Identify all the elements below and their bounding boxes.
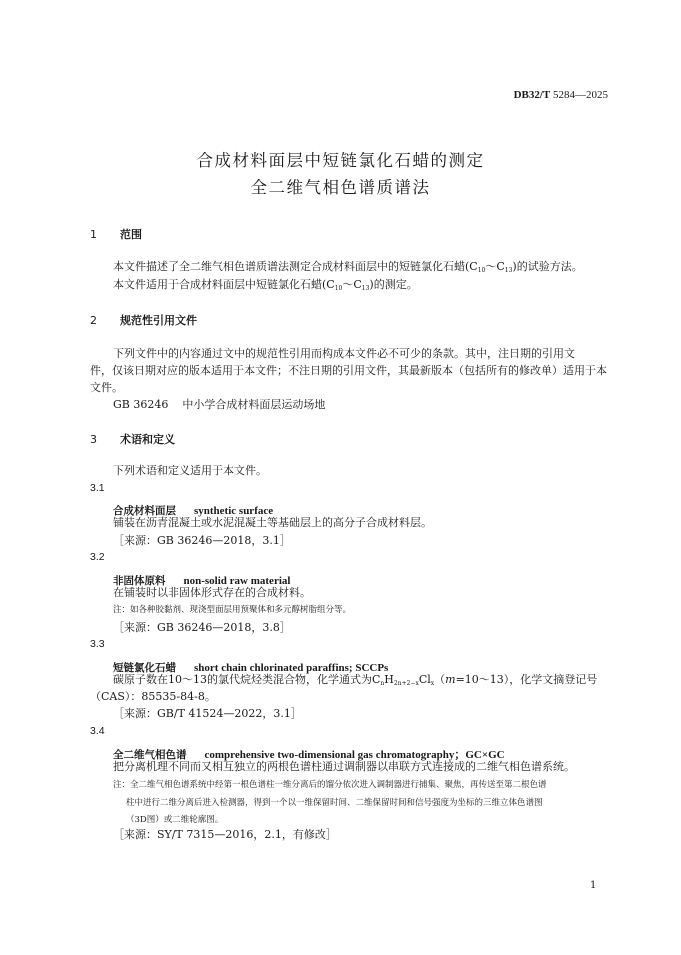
term-note-line3: （3D图）或二维轮廓图。: [126, 815, 224, 825]
term-note-line1: 注：全二维气相色谱系统中经第一根色谱柱一维分离后的馏分依次进入调制器进行捕集、聚焦，再传送至第二根色谱: [113, 780, 547, 790]
section-3-heading: [90, 431, 175, 447]
section-number: 1: [90, 228, 97, 241]
term-note: 注：如各种胶黏剂、现浇型面层用预聚体和多元醇树脂组分等。: [113, 605, 352, 615]
reference-code: GB 36246: [113, 398, 169, 411]
scope-paragraph-1: 本文件描述了全二维气相色谱质谱法测定合成材料面层中的短链氯化石蜡$(C_{10}\sim C_{13})$的试验方法。: [113, 260, 583, 274]
standard-code: [514, 89, 608, 101]
page-number: 1: [590, 880, 597, 891]
section-title: 规范性引用文件: [120, 314, 197, 327]
standard-code-prefix: DB32/T: [513, 89, 551, 101]
term-english: synthetic surface: [194, 505, 274, 517]
term-source: ［来源：SY/T 7315—2016，2.1，有修改］: [113, 828, 337, 841]
term-definition: 铺装在沥青混凝土或水泥混凝土等基础层上的高分子合成材料层。: [113, 516, 432, 529]
term-number: 3.1: [90, 482, 105, 494]
reference-title: 中小学合成材料面层运动场地: [182, 398, 326, 411]
term-definition-line1: 碳原子数在10～13的氯代烷烃类混合物，化学通式为$C_nH_{2n+2-x}Cl_x(m=10\sim 13)$，化学文摘登记号: [113, 673, 598, 687]
term-definition: 在铺装时以非固体形式存在的合成材料。: [113, 586, 311, 599]
scope-paragraph-2: 本文件适用于合成材料面层中短链氯化石蜡$(C_{10}\sim C_{13})$的测定。: [113, 278, 418, 292]
term-chinese: 非固体原料: [113, 575, 166, 587]
term-english: short chain chlorinated paraffins; SCCPs: [194, 662, 389, 674]
term-number: 3.4: [90, 725, 105, 737]
term-chinese: 短链氯化石蜡: [113, 662, 176, 674]
section-title: 术语和定义: [120, 433, 175, 446]
term-chinese: 合成材料面层: [113, 505, 176, 517]
term-english: non-solid raw material: [183, 575, 291, 587]
term-source: ［来源：GB 36246—2018，3.8］: [113, 621, 291, 634]
term-source: ［来源：GB/T 41524—2022，3.1］: [113, 707, 302, 720]
term-english: comprehensive two-dimensional gas chromatography；GC×GC: [204, 749, 505, 761]
document-title-line2: 全二维气相色谱质谱法: [250, 178, 431, 197]
section-1-heading: [90, 226, 142, 242]
terms-intro: 下列术语和定义适用于本文件。: [113, 464, 267, 477]
term-number: 3.2: [90, 551, 105, 563]
normative-para-line3: 文件。: [90, 381, 123, 394]
term-definition-line2: （CAS）：85535-84-8。: [90, 690, 216, 703]
normative-reference: [113, 396, 325, 414]
term-chinese: 全二维气相色谱: [113, 749, 187, 761]
normative-para-line1: 下列文件中的内容通过文中的规范性引用而构成本文件必不可少的条款。其中，注日期的引用文: [113, 347, 575, 360]
section-number: 3: [90, 433, 97, 446]
term-number: 3.3: [90, 638, 105, 650]
section-title: 范围: [120, 228, 142, 241]
term-source: ［来源：GB 36246—2018，3.1］: [113, 534, 291, 547]
term-definition: 把分离机理不同而又相互独立的两根色谱柱通过调制器以串联方式连接成的二维气相色谱系统。: [113, 760, 575, 773]
normative-para-line2: 件，仅该日期对应的版本适用于本文件；不注日期的引用文件，其最新版本（包括所有的修改单）适用于本: [90, 364, 607, 377]
document-title-line1: 合成材料面层中短链氯化石蜡的测定: [196, 151, 485, 170]
standard-code-number: 5284—2025: [553, 89, 608, 101]
section-2-heading: [90, 312, 197, 328]
section-number: 2: [90, 314, 97, 327]
term-note-line2: 柱中进行二维分离后进入检测器，得到一个以一维保留时间、二维保留时间和信号强度为坐标的三维立体色谱图: [126, 798, 543, 808]
